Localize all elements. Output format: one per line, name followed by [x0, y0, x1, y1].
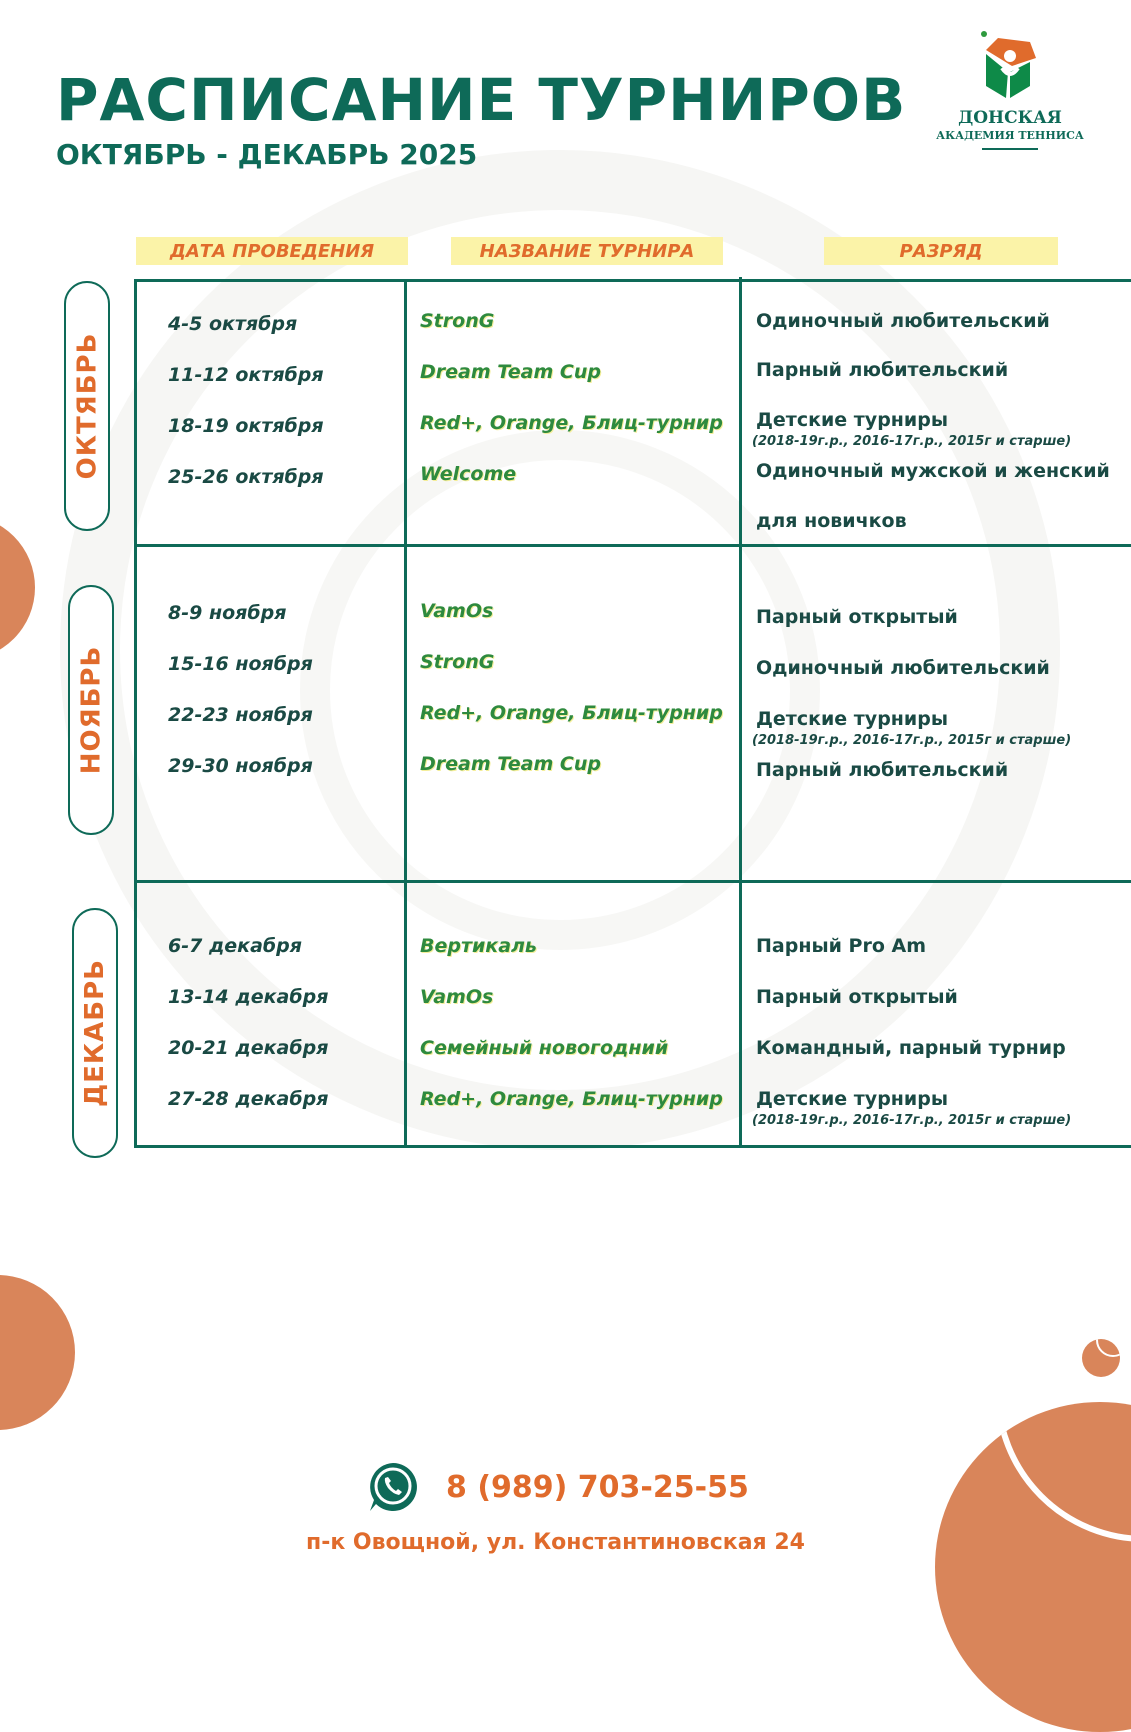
category-cell: Детские турниры — [756, 1088, 949, 1110]
table-line-left — [134, 279, 137, 1148]
logo-subtitle: АКАДЕМИЯ ТЕННИСА — [936, 129, 1084, 142]
category-cell: Одиночный мужской и женский — [756, 460, 1110, 482]
tournament-name: Red+, Orange, Блиц-турнир — [420, 412, 723, 434]
page-subtitle: ОКТЯБРЬ - ДЕКАБРЬ 2025 — [56, 138, 478, 171]
month-december-text: ДЕКАБРЬ — [80, 959, 111, 1107]
category-cell: Парный любительский — [756, 359, 1009, 381]
page-title: РАСПИСАНИЕ ТУРНИРОВ — [56, 66, 907, 134]
category-cell: Детские турниры — [756, 708, 949, 730]
tournament-name: Dream Team Cup — [420, 753, 601, 775]
tournament-name: StronG — [420, 651, 495, 673]
month-october-text: ОКТЯБРЬ — [72, 332, 102, 480]
table-line-col2 — [739, 277, 742, 1148]
date-cell: 4-5 октября — [168, 313, 298, 335]
category-cell: Детские турниры — [756, 409, 949, 431]
tournament-name: VamOs — [420, 600, 494, 622]
tournament-name: Red+, Orange, Блиц-турнир — [420, 1088, 723, 1110]
tournament-name: Вертикаль — [420, 935, 537, 957]
table-line-row1 — [134, 544, 1131, 547]
tennis-ball-right-bottom — [935, 1402, 1131, 1732]
table-line-bottom — [134, 1145, 1131, 1148]
date-cell: 27-28 декабря — [168, 1088, 329, 1110]
date-cell: 18-19 октября — [168, 415, 324, 437]
table-line-row2 — [134, 880, 1131, 883]
category-note: (2018-19г.р., 2016-17г.р., 2015г и старше) — [752, 1113, 1072, 1128]
category-cell: Одиночный любительский — [756, 657, 1050, 679]
date-cell: 20-21 декабря — [168, 1037, 329, 1059]
month-label-november — [68, 585, 114, 835]
category-cell: для новичков — [756, 510, 907, 532]
background-watermark-inner — [300, 430, 820, 950]
tennis-ball-left-bottom — [0, 1275, 75, 1430]
category-cell: Одиночный любительский — [756, 310, 1050, 332]
date-cell: 8-9 ноября — [168, 602, 287, 624]
month-november-text: НОЯБРЬ — [76, 645, 107, 775]
logo-name: ДОНСКАЯ — [958, 108, 1062, 128]
whatsapp-icon[interactable] — [366, 1460, 420, 1514]
logo-underline — [982, 148, 1038, 150]
academy-logo — [930, 28, 1090, 153]
tournament-name: VamOs — [420, 986, 494, 1008]
address: п-к Овощной, ул. Константиновская 24 — [306, 1530, 805, 1555]
date-cell: 6-7 декабря — [168, 935, 302, 957]
category-cell: Парный открытый — [756, 986, 958, 1008]
tournament-name: StronG — [420, 310, 495, 332]
category-cell: Парный любительский — [756, 759, 1009, 781]
tournament-name: Red+, Orange, Блиц-турнир — [420, 702, 723, 724]
date-cell: 11-12 октября — [168, 364, 324, 386]
column-header-category: РАЗРЯД — [824, 237, 1058, 265]
tournament-name: Dream Team Cup — [420, 361, 601, 383]
logo-emblem-icon — [930, 28, 1090, 108]
tournament-name: Семейный новогодний — [420, 1037, 669, 1059]
category-cell: Командный, парный турнир — [756, 1037, 1066, 1059]
column-header-date: ДАТА ПРОВЕДЕНИЯ — [136, 237, 408, 265]
month-label-december — [72, 908, 118, 1158]
date-cell: 22-23 ноября — [168, 704, 313, 726]
table-line-top — [134, 279, 1131, 282]
month-label-october — [64, 281, 110, 531]
category-cell: Парный Pro Am — [756, 935, 927, 957]
date-cell: 29-30 ноября — [168, 755, 313, 777]
table-line-col1 — [404, 279, 407, 1148]
category-note: (2018-19г.р., 2016-17г.р., 2015г и старше) — [752, 733, 1072, 748]
date-cell: 25-26 октября — [168, 466, 324, 488]
category-note: (2018-19г.р., 2016-17г.р., 2015г и старше) — [752, 434, 1072, 449]
category-cell: Парный открытый — [756, 606, 958, 628]
phone-number[interactable]: 8 (989) 703-25-55 — [446, 1470, 749, 1505]
column-header-name: НАЗВАНИЕ ТУРНИРА — [451, 237, 723, 265]
date-cell: 13-14 декабря — [168, 986, 329, 1008]
tennis-ball-left-top — [0, 515, 35, 660]
tournament-name: Welcome — [420, 463, 517, 485]
tennis-ball-small — [1082, 1339, 1120, 1377]
date-cell: 15-16 ноября — [168, 653, 313, 675]
